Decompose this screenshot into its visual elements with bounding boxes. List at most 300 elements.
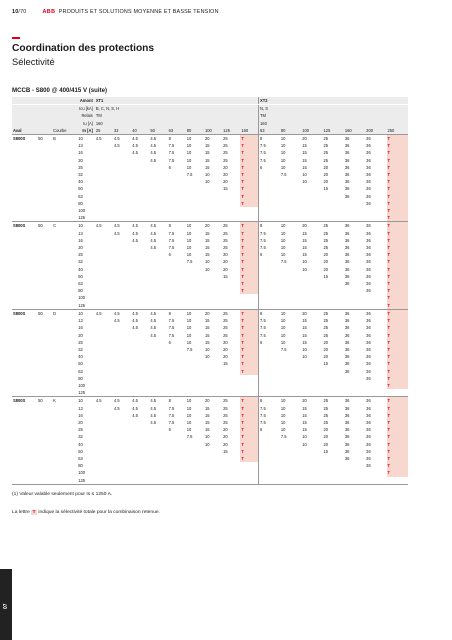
empty-cell <box>52 230 77 237</box>
empty-cell <box>37 237 52 244</box>
xt2-value: 10 <box>302 346 307 352</box>
empty-cell <box>37 142 52 149</box>
empty-cell <box>12 441 37 448</box>
table-row <box>12 389 408 397</box>
xt2-value: 25 <box>323 150 329 156</box>
xt1-value: 4.5 <box>150 150 157 156</box>
xt2-value <box>365 294 386 301</box>
xt2-value <box>280 455 301 462</box>
xt1-value: 10 <box>204 434 210 440</box>
xt2-value <box>344 477 365 485</box>
xt1-value: 15 <box>204 427 210 433</box>
xt1-value <box>113 368 131 375</box>
empty-cell <box>12 433 37 440</box>
xt2-value <box>259 185 280 192</box>
xt1-value <box>95 230 113 237</box>
empty-cell <box>37 462 52 469</box>
xt2-value <box>301 207 322 214</box>
empty-cell <box>12 382 37 389</box>
empty-cell <box>37 302 52 310</box>
xt2-value: T <box>387 237 409 244</box>
empty-cell <box>12 142 37 149</box>
xt2-value: 36 <box>344 266 350 272</box>
xt2-value <box>259 433 280 440</box>
xt1-value: 4.5 <box>132 325 138 331</box>
xt1-value: 20 <box>223 354 228 360</box>
in-cell: 13 <box>78 405 83 411</box>
xt1-value <box>131 280 149 287</box>
empty-cell <box>12 448 37 455</box>
empty-cell <box>12 317 37 324</box>
xt1-value <box>131 302 149 310</box>
empty-cell <box>52 273 77 280</box>
xt1-value: 15 <box>204 252 210 258</box>
xt2-value <box>259 455 280 462</box>
xt2-value: 10 <box>280 143 286 149</box>
xt2-value: 36 <box>344 397 365 405</box>
xt1-value: 4.5 <box>132 143 138 149</box>
xt1-value <box>95 157 113 164</box>
xt2-value: 36 <box>344 186 350 192</box>
xt2-value: 36 <box>366 252 371 258</box>
xt1-value: 4.5 <box>132 150 138 156</box>
xt2-value <box>323 287 344 294</box>
xt2-value <box>301 273 322 280</box>
xt1-value: 15 <box>204 150 210 156</box>
xt1-value <box>186 382 204 389</box>
xt1-value <box>168 171 186 178</box>
xt1-value: 20 <box>223 252 228 258</box>
xt1-value: 15 <box>223 186 228 192</box>
xt2-value: 36 <box>365 222 386 230</box>
empty-cell <box>37 157 52 164</box>
xt1-value <box>131 207 149 214</box>
xt1-value <box>95 302 113 310</box>
xt1-rating: 80 <box>186 127 204 135</box>
xt1-value <box>95 375 113 382</box>
xt1-value <box>131 426 149 433</box>
xt1-value <box>113 469 131 476</box>
xt1-value <box>186 441 204 448</box>
xt2-value: T <box>387 207 409 214</box>
xt2-value: 7.5 <box>259 317 280 324</box>
xt1-value <box>186 266 204 273</box>
xt2-value <box>365 389 386 397</box>
xt1-rating: 125 <box>222 127 240 135</box>
xt1-value <box>113 266 131 273</box>
xt1-value <box>204 214 222 222</box>
xt1-value <box>168 280 186 287</box>
xt1-value: T <box>240 185 258 192</box>
in-cell: 100 <box>78 208 86 214</box>
table-row <box>12 294 408 301</box>
xt2-value: T <box>387 462 409 469</box>
page-subtitle: Sélectivité <box>12 56 55 67</box>
empty-cell <box>12 207 37 214</box>
empty-cell <box>12 200 37 207</box>
xt2-rating: 200 <box>365 127 386 135</box>
xt2-value: 36 <box>366 368 371 374</box>
empty-cell <box>37 433 52 440</box>
xt2-value <box>259 200 280 207</box>
xt1-value: T <box>240 360 258 367</box>
xt1-value <box>204 375 222 382</box>
footnote: (1) Valeur valable seulement pour Is ≤ 1250 A. <box>12 492 113 497</box>
xt2-value: T <box>387 135 409 143</box>
xt1-value <box>204 193 222 200</box>
empty-cell <box>37 258 52 265</box>
xt2-value <box>259 287 280 294</box>
xt2-value: 15 <box>323 186 329 192</box>
xt1-value <box>240 302 258 310</box>
xt1-value <box>168 266 186 273</box>
xt1-value: 7.5 <box>168 150 175 156</box>
xt1-value: T <box>240 324 258 331</box>
xt1-value <box>95 332 113 339</box>
xt1-value <box>222 214 240 222</box>
xt1-value <box>149 426 167 433</box>
xt2-value: 15 <box>302 237 307 243</box>
xt2-value: 15 <box>302 405 307 411</box>
xt2-value <box>280 360 301 367</box>
xt2-value: 36 <box>366 463 371 469</box>
xt1-value <box>204 477 222 485</box>
xt1-value <box>149 462 167 469</box>
xt1-value <box>204 200 222 207</box>
xt1-value <box>204 360 222 367</box>
xt2-value <box>259 375 280 382</box>
xt1-value: T <box>240 433 258 440</box>
xt2-value: T <box>387 222 409 230</box>
xt1-value: 25 <box>223 143 228 149</box>
table-row <box>12 258 408 265</box>
xt1-value <box>131 251 149 258</box>
table-row <box>12 477 408 485</box>
in-cell: 63 <box>78 281 83 287</box>
xt2-value: T <box>387 230 409 237</box>
xt2-value: T <box>387 405 409 412</box>
xt1-value: 25 <box>223 157 228 163</box>
xt2-value: 36 <box>366 318 371 324</box>
xt2-value <box>280 441 301 448</box>
empty-cell <box>52 317 77 324</box>
xt1-value <box>186 185 204 192</box>
xt2-value: 7.5 <box>259 230 280 237</box>
in-cell: 32 <box>78 346 83 352</box>
in-cell: 16 <box>78 325 83 331</box>
xt2-value <box>365 214 386 222</box>
empty-cell <box>12 294 37 301</box>
xt1-value <box>113 244 131 251</box>
xt2-value: 36 <box>344 193 350 199</box>
xt2-value <box>259 258 280 265</box>
table-row <box>12 441 408 448</box>
in-cell: 32 <box>78 172 83 178</box>
table-row <box>12 302 408 310</box>
xt1-header: 160 <box>95 120 259 127</box>
xt2-value: 7.5 <box>259 324 280 331</box>
in-cell: 125 <box>77 214 95 222</box>
xt1-value: 4.5 <box>114 230 120 236</box>
xt1-value <box>113 149 131 156</box>
xt2-value: 10 <box>280 230 286 236</box>
empty-cell <box>12 149 37 156</box>
empty-cell <box>52 405 77 412</box>
table-row <box>12 178 408 185</box>
empty-cell <box>12 302 37 310</box>
xt1-value <box>168 375 186 382</box>
xt2-value: 6 <box>259 251 280 258</box>
xt1-value <box>113 332 131 339</box>
xt1-value <box>149 477 167 485</box>
xt2-value: 7.5 <box>280 259 287 265</box>
table-row <box>12 339 408 346</box>
xt1-value: 10 <box>204 266 210 272</box>
xt2-value: 36 <box>344 150 350 156</box>
xt2-value: 36 <box>344 419 350 425</box>
xt2-value <box>323 193 344 200</box>
xt1-value <box>149 360 167 367</box>
xt2-value: 25 <box>323 135 344 143</box>
empty-cell <box>37 360 52 367</box>
xt1-value: T <box>240 332 258 339</box>
table-row <box>12 368 408 375</box>
xt2-value: 15 <box>302 143 307 149</box>
xt2-value: 15 <box>302 427 307 433</box>
xt2-value <box>301 280 322 287</box>
xt2-value <box>344 200 365 207</box>
empty-cell <box>52 382 77 389</box>
xt1-value <box>168 433 186 440</box>
xt1-value <box>204 280 222 287</box>
xt1-value <box>240 469 258 476</box>
xt2-value <box>365 469 386 476</box>
xt2-value: 36 <box>344 354 350 360</box>
xt2-value: 36 <box>366 266 371 272</box>
xt1-value <box>222 287 240 294</box>
xt1-value <box>204 302 222 310</box>
empty-cell <box>52 207 77 214</box>
xt1-value <box>204 389 222 397</box>
xt2-value: 15 <box>302 252 307 258</box>
xt2-value: 15 <box>302 164 307 170</box>
xt1-value <box>131 469 149 476</box>
in-cell: 40 <box>78 179 83 185</box>
xt1-value <box>204 455 222 462</box>
xt1-value <box>186 294 204 301</box>
xt1-value: T <box>240 339 258 346</box>
table-row <box>12 412 408 419</box>
xt1-value <box>186 462 204 469</box>
xt1-value <box>222 469 240 476</box>
xt1-value <box>222 455 240 462</box>
xt1-value: 4.5 <box>150 318 157 324</box>
xt1-value: 7.5 <box>168 419 175 425</box>
xt2-value <box>259 266 280 273</box>
xt2-value: 10 <box>280 412 286 418</box>
xt1-value: 15 <box>204 412 210 418</box>
xt1-value: 20 <box>223 427 228 433</box>
xt1-value: 7.5 <box>168 325 175 331</box>
icu-cell: 50 <box>37 397 52 405</box>
section-name: PRODUITS ET SOLUTIONS MOYENNE ET BASSE TENSION <box>58 9 219 15</box>
empty-cell <box>12 405 37 412</box>
xt1-header: B, C, N, S, H <box>95 105 259 113</box>
xt1-value: 20 <box>223 346 228 352</box>
xt1-value: 10 <box>204 354 210 360</box>
xt2-value <box>259 214 280 222</box>
in-cell: 80 <box>78 375 83 381</box>
xt2-value: 15 <box>302 150 307 156</box>
xt2-value <box>301 448 322 455</box>
empty-cell <box>37 214 52 222</box>
xt1-value: 15 <box>223 273 228 279</box>
xt1-value <box>95 346 113 353</box>
xt2-value: T <box>387 200 409 207</box>
xt1-value: 20 <box>223 441 228 447</box>
empty-cell <box>52 294 77 301</box>
in-cell: 20 <box>78 245 83 251</box>
xt1-value <box>186 200 204 207</box>
xt2-value: 8 <box>259 222 280 230</box>
xt1-value <box>113 258 131 265</box>
xt2-value: 36 <box>344 339 350 345</box>
xt2-value: T <box>387 157 409 164</box>
xt1-value: T <box>240 222 258 230</box>
xt1-value <box>113 448 131 455</box>
xt1-value: 15 <box>204 325 210 331</box>
xt1-value <box>131 244 149 251</box>
xt1-value <box>168 448 186 455</box>
xt2-value: 10 <box>280 222 301 230</box>
xt1-value <box>95 273 113 280</box>
xt2-value <box>280 375 301 382</box>
xt2-value <box>301 469 322 476</box>
empty-cell <box>52 193 77 200</box>
xt2-value: 20 <box>323 172 329 178</box>
empty-cell <box>52 171 77 178</box>
empty-cell <box>52 287 77 294</box>
table-row <box>12 149 408 156</box>
empty-cell <box>12 280 37 287</box>
xt2-value: T <box>387 142 409 149</box>
xt1-value: 4.5 <box>114 318 120 324</box>
xt2-value: T <box>387 280 409 287</box>
xt1-value <box>149 441 167 448</box>
empty-cell <box>52 214 77 222</box>
table-row <box>12 405 408 412</box>
xt2-value: 10 <box>302 266 307 272</box>
xt2-value <box>344 214 365 222</box>
xt1-value <box>131 353 149 360</box>
xt2-value: T <box>387 426 409 433</box>
xt2-value <box>280 193 301 200</box>
empty-cell <box>37 455 52 462</box>
empty-cell <box>37 448 52 455</box>
abb-logo: ABB <box>42 9 56 15</box>
xt2-value: 15 <box>302 419 307 425</box>
table-row <box>12 346 408 353</box>
xt2-value: 25 <box>323 412 329 418</box>
xt1-value <box>168 382 186 389</box>
xt1-value <box>186 178 204 185</box>
xt1-value: 15 <box>204 157 210 163</box>
xt1-value <box>131 441 149 448</box>
xt1-value <box>149 469 167 476</box>
xt1-value: 15 <box>204 143 210 149</box>
xt1-value: 4.5 <box>150 332 157 338</box>
table-row <box>12 324 408 331</box>
xt1-value <box>149 339 167 346</box>
xt1-value <box>222 207 240 214</box>
xt1-value: 10 <box>186 332 192 338</box>
xt2-value <box>365 477 386 485</box>
xt1-value: 7.5 <box>186 172 193 178</box>
selectivity-table <box>12 97 408 485</box>
xt2-value <box>301 185 322 192</box>
xt2-value: 10 <box>280 325 286 331</box>
xt2-value <box>280 448 301 455</box>
in-cell: 25 <box>78 252 83 258</box>
xt2-value: 36 <box>366 150 371 156</box>
table-row <box>12 214 408 222</box>
xt2-value <box>387 389 409 397</box>
xt2-value <box>344 382 365 389</box>
xt2-value: T <box>387 309 409 317</box>
xt1-value: 20 <box>204 309 222 317</box>
xt2-value <box>259 360 280 367</box>
xt1-value <box>131 375 149 382</box>
xt1-value: T <box>240 441 258 448</box>
empty-cell <box>52 346 77 353</box>
xt2-value: 36 <box>366 179 371 185</box>
xt2-value: 25 <box>323 318 329 324</box>
xt1-value <box>222 193 240 200</box>
in-cell: 10 <box>77 309 95 317</box>
xt1-value: 25 <box>223 419 228 425</box>
empty-cell <box>52 157 77 164</box>
empty-cell <box>52 412 77 419</box>
xt1-value <box>131 294 149 301</box>
xt2-value <box>259 462 280 469</box>
xt1-value: T <box>240 405 258 412</box>
xt1-value <box>113 375 131 382</box>
xt1-value: T <box>240 230 258 237</box>
xt2-value: 7.5 <box>280 172 287 178</box>
xt1-value: 4.5 <box>132 230 138 236</box>
xt2-value: 10 <box>280 405 286 411</box>
xt1-value: T <box>240 368 258 375</box>
empty-cell <box>12 266 37 273</box>
xt2-value: 36 <box>344 143 350 149</box>
xt1-value <box>113 462 131 469</box>
empty-cell <box>37 469 52 476</box>
xt1-value <box>149 164 167 171</box>
xt1-value <box>131 287 149 294</box>
xt2-value: 10 <box>280 318 286 324</box>
xt2-value: 20 <box>323 259 329 265</box>
xt2-value: 36 <box>344 135 365 143</box>
xt2-value: T <box>387 171 409 178</box>
xt1-value <box>240 214 258 222</box>
empty-cell <box>37 149 52 156</box>
xt1-value: 20 <box>204 222 222 230</box>
xt2-rating: 250 <box>387 127 409 135</box>
xt1-value: T <box>240 266 258 273</box>
xt2-value: 36 <box>366 427 371 433</box>
xt1-value <box>95 244 113 251</box>
in-cell: 100 <box>78 295 86 301</box>
